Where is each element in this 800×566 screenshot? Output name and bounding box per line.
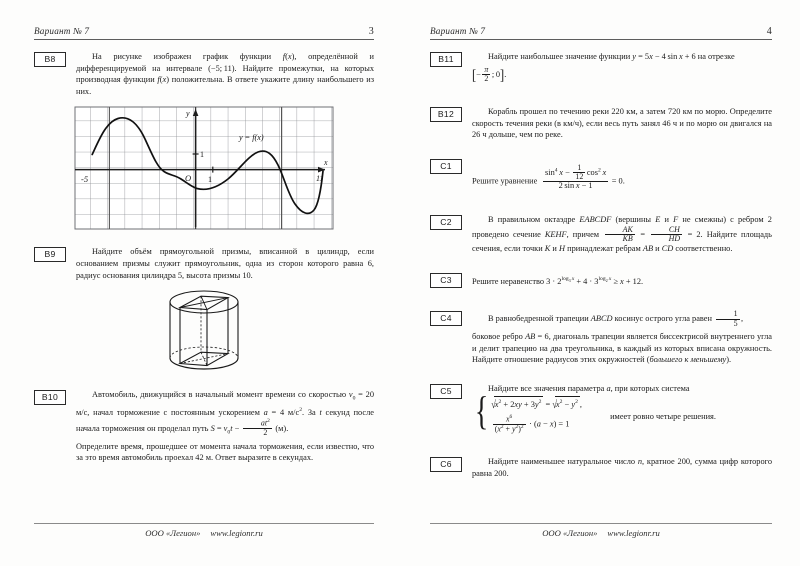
graph-x-axis-label: x	[324, 158, 328, 168]
task-code-b8: B8	[34, 52, 66, 67]
task-text-c3: Решите неравенство $3 \cdot 2^{log_3 x} + 4 \cdot 3^{log_2 x} \ge x + 12$.	[472, 275, 644, 286]
task-text-c1: Решите уравнение $\sin^4 x$ − $\frac{1}{12}$ $\cos^2 x$ 2 sin x − 1 = 0.	[472, 162, 625, 191]
task-text-c5: Найдите все значения параметра a, при которых система { $√x^2 + 2xy + 3y^2 = √x^2 - y^2$ , $\frac{x^6}{(x^2 + y^2)^2}$ · (a − x) = 1 имеет ровно четыре решения.	[472, 383, 772, 436]
system-condition-text: имеет ровно четыре решения.	[610, 411, 716, 421]
graph-origin-label: O	[185, 173, 192, 184]
graph-y-unit-label: 1	[200, 150, 204, 160]
task-b9	[34, 246, 374, 283]
task-text-b12: Корабль прошел по течению реки 220 км, а затем 720 км по морю. Определите скорость течения реки (в км/ч), если весь путь занял 46 ч и по морю он двигался на 26 ч дольше, чем по реке.	[472, 107, 772, 140]
graph-y-axis-label: y	[186, 109, 190, 119]
task-code-b9: B9	[34, 247, 66, 262]
task-code-c1: C1	[430, 159, 462, 174]
figure-function-graph	[34, 105, 374, 231]
task-c5	[430, 383, 772, 436]
right-page-number: 4	[766, 26, 772, 37]
task-text-c4: В равнобедренной трапеции ABCD косинус острого угла равен $\frac{1}{5}$ , боковое ребро AB = 6, диагональ трапеции является биссектрисой внутреннего угла и делит трапецию на два треугольника, в каждый из которых вписана окружность. Найдите отношение радиусов этих окружностей (большего к меньшему).	[472, 309, 772, 365]
cylinder-svg	[156, 288, 252, 374]
task-text-b9: Найдите объём прямоугольной призмы, вписанной в цилиндр, если основанием призмы служит прямоугольник, одна из сторон которого равна 6, радиус основания цилиндра 5, высота призмы 10.	[76, 247, 374, 280]
task-text-c6: Найдите наименьшее натуральное число n, кратное 200, сумма цифр которого равна 200.	[472, 457, 772, 479]
equation-system: { $√x^2 + 2xy + 3y^2 = √x^2 - y^2$ , $\frac{x^6}{(x^2 + y^2)^2}$ · (a − x) = 1	[474, 388, 582, 434]
task-b11	[430, 51, 772, 85]
task-code-c3: C3	[430, 273, 462, 288]
right-page	[400, 0, 800, 566]
task-code-b12: B12	[430, 107, 462, 122]
graph-svg	[73, 105, 335, 231]
left-page-footer	[34, 523, 374, 538]
graph-x-tick-left: -5	[81, 174, 89, 185]
task-text-b11: Найдите наибольшее значение функции y = 5x − 4 sin x + 6 на отрезке [− $\frac{\pi}{2}$ ; 0].	[472, 52, 735, 83]
system-equation-2: $\frac{x^6}{(x^2 + y^2)^2}$ · (a − x) = 1	[494, 413, 570, 434]
graph-curve-label: y = f(x)	[239, 133, 264, 143]
task-code-c4: C4	[430, 311, 462, 326]
footer-website-right: www.legionr.ru	[607, 528, 660, 538]
task-code-c2: C2	[430, 215, 462, 230]
task-b10	[34, 389, 374, 466]
task-text-c2: В правильном октаэдре EABCDF (вершины E и F не смежны) с ребром 2 проведено сечение KEHF, причем $\frac{AK}{KB}$ = $\frac{CH}{HD}$ = 2. Найдите площадь сечения, если точки K и H принадлежат ребрам AB и CD соответственно.	[472, 215, 772, 254]
left-page-header	[34, 26, 374, 40]
task-text-b10: Автомобиль, движущийся в начальный момент времени со скоростью $v_0 = 20$ м/с, начал торможение с постоянным ускорением a = 4 $м/с^2$. За t секунд после начала торможения он проделал путь $S = v_0t$ − $\frac{at^2}{2}$ (м). Определите время, прошедшее от момента начала торможения, если известно, что за это время автомобиль проехал 42 м. Ответ выразите в секундах.	[76, 390, 374, 463]
task-c3	[430, 272, 772, 290]
task-c4	[430, 310, 772, 367]
task-c1	[430, 158, 772, 193]
footer-publisher-left: ООО «Легион»	[145, 528, 201, 538]
task-c6	[430, 456, 772, 481]
task-code-b10: B10	[34, 390, 66, 405]
right-page-footer	[430, 523, 772, 538]
task-code-c6: C6	[430, 457, 462, 472]
task-text-b8: На рисунке изображен график функции f(x), определённой и дифференцируемой на интервале (−5; 11). Найдите промежутки, на которых производная функции f(x) положительна. В ответе укажите длину наибольшего из них.	[76, 52, 375, 96]
task-b8	[34, 51, 374, 99]
system-equation-1: $√x^2 + 2xy + 3y^2 = √x^2 - y^2$ ,	[491, 396, 582, 410]
left-header-title: Вариант № 7	[34, 26, 90, 36]
footer-publisher-right: ООО «Легион»	[542, 528, 598, 538]
figure-prism-in-cylinder	[34, 288, 374, 374]
right-header-title: Вариант № 7	[430, 26, 486, 36]
graph-x-tick-right: 11	[316, 174, 324, 184]
task-code-b11: B11	[430, 52, 462, 67]
graph-x-unit-label: 1	[208, 175, 212, 185]
right-page-header	[430, 26, 772, 40]
left-page-number: 3	[368, 26, 374, 37]
footer-website-left: www.legionr.ru	[210, 528, 263, 538]
task-code-c5: C5	[430, 384, 462, 399]
task-c2	[430, 214, 772, 257]
task-b12	[430, 106, 772, 143]
